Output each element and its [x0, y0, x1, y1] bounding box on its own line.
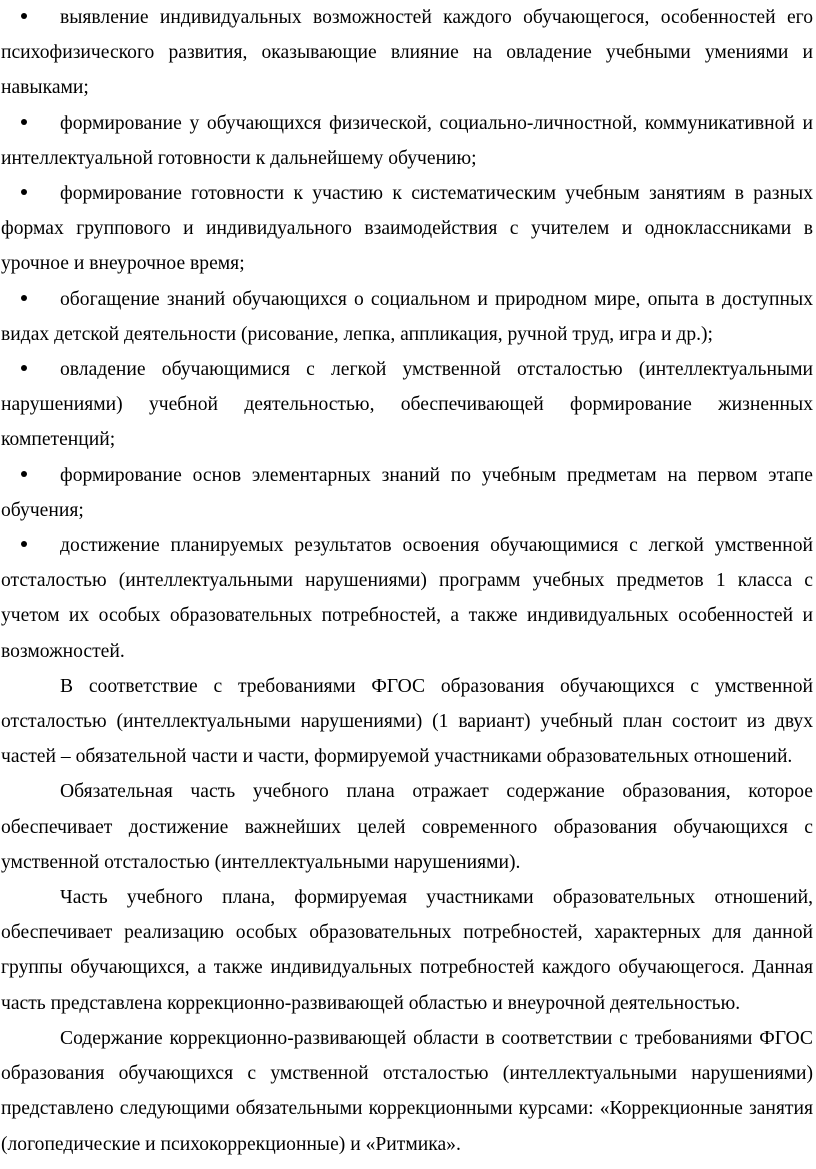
bullet-item: [1, 106, 813, 176]
bullet-text: обогащение знаний обучающихся о социальном и природном мире, опыта в доступных видах детской деятельности (рисование, лепка, аппликация, ручной труд, игра и др.);: [1, 288, 813, 345]
bullet-item: [1, 282, 813, 352]
bullet-dot-icon: [21, 365, 27, 371]
paragraph-plan-structure: В соответствие с требованиями ФГОС образования обучающихся с умственной отсталостью (интеллектуальными нарушениями) (1 вариант) учебный план состоит из двух частей – обязательной части и части, формируемой участниками образовательных отношений.: [1, 675, 813, 768]
bullet-item: [1, 528, 813, 669]
bullet-text: формирование готовности к участию к систематическим учебным занятиям в разных формах группового и индивидуального взаимодействия с учителем и одноклассниками в урочное и внеурочное время;: [1, 183, 813, 275]
bullet-text: формирование у обучающихся физической, социально-личностной, коммуникативной и интеллектуальной готовности к дальнейшему обучению;: [1, 112, 813, 169]
bullet-dot-icon: [21, 189, 27, 195]
bullet-dot-icon: [21, 13, 27, 19]
bullet-dot-icon: [21, 471, 27, 477]
paragraph-mandatory-part: Обязательная часть учебного плана отражает содержание образования, которое обеспечивает достижение важнейших целей современного образования обучающихся с умственной отсталостью (интеллектуальными нарушениями).: [1, 781, 813, 873]
bullet-dot-icon: [21, 541, 27, 547]
bullet-dot-icon: [21, 295, 27, 301]
bullet-item: [1, 352, 813, 458]
bullet-text: выявление индивидуальных возможностей каждого обучающегося, особенностей его психофизического развития, оказывающие влияние на овладение учебными умениями и навыками;: [1, 7, 813, 99]
bullet-item: [1, 0, 813, 106]
bullet-text: формирование основ элементарных знаний по учебным предметам на первом этапе обучения;: [1, 464, 813, 521]
paragraph-participants-part: Часть учебного плана, формируемая участниками образовательных отношений, обеспечивает реализацию особых образовательных потребностей, характерных для данной группы обучающихся, а также индивидуальных потребностей каждого обучающегося. Данная часть представлена коррекционно-развивающей областью и внеурочной деятельностью.: [1, 887, 813, 1014]
bullet-dot-icon: [21, 119, 27, 125]
bullet-text: достижение планируемых результатов освоения обучающимися с легкой умственной отсталостью (интеллектуальными нарушениями) программ учебных предметов 1 класса с учетом их особых образовательных потребностей, а также индивидуальных особенностей и возможностей.: [1, 535, 813, 662]
bullet-list: [1, 0, 813, 669]
bullet-item: [1, 458, 813, 528]
bullet-text: овладение обучающимися с легкой умственной отсталостью (интеллектуальными нарушениями) учебной деятельностью, обеспечивающей формирование жизненных компетенций;: [1, 359, 813, 451]
bullet-item: [1, 176, 813, 282]
paragraph-correction-area: Содержание коррекционно-развивающей области в соответствии с требованиями ФГОС образования обучающихся с умственной отсталостью (интеллектуальными нарушениями) представлено следующими обязательными коррекционными курсами: «Коррекционные занятия (логопедические и психокоррекционные) и «Ритмика».: [1, 1027, 813, 1155]
